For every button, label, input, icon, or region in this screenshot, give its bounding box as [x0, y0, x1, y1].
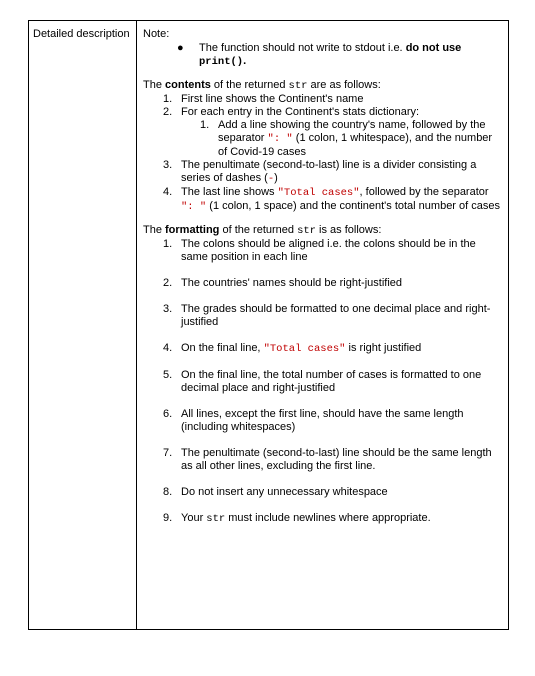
formatting-intro: The formatting of the returned str is as follows: [143, 224, 382, 237]
sub-list-item: 1. Add a line showing the country's name, followed by the separator ": " (1 colon, 1 whitespace), and the number of Covid-19 cases [200, 119, 493, 158]
list-item: 9. Your str must include newlines where appropriate. [163, 512, 431, 525]
list-item: 2. For each entry in the Continent's stats dictionary: [163, 106, 420, 118]
description-content [143, 28, 503, 526]
table-right-border [508, 20, 509, 630]
list-item: 3. The penultimate (second-to-last) line is a divider consisting a series of dashes (-) [163, 159, 477, 185]
note-bullet: ● The function should not write to stdout i.e. do not use print(). [177, 42, 462, 68]
bullet-dot-icon: ● [177, 42, 184, 54]
list-item: 5. On the final line, the total number of cases is formatted to one decimal place and right-justified [163, 369, 482, 394]
list-item: 4. The last line shows "Total cases", followed by the separator ": " (1 colon, 1 space) and the continent's total number of cases [163, 186, 500, 213]
list-item: 3. The grades should be formatted to one decimal place and right-justified [163, 303, 491, 328]
table-bottom-border [28, 629, 509, 630]
table-top-border [28, 20, 509, 21]
list-item: 6. All lines, except the first line, should have the same length (including whitespaces) [163, 408, 464, 433]
note-title: Note: [143, 28, 170, 40]
contents-intro: The contents of the returned str are as follows: [143, 79, 381, 92]
contents-section [143, 79, 503, 214]
table-column-divider [136, 20, 137, 630]
list-item: 4. On the final line, "Total cases" is right justified [163, 342, 422, 355]
list-item: 2. The countries' names should be right-justified [163, 277, 402, 289]
list-item: 8. Do not insert any unnecessary whitespace [163, 486, 388, 498]
description-table [28, 20, 509, 630]
list-item: 1. First line shows the Continent's name [163, 93, 364, 105]
table-left-border [28, 20, 29, 630]
list-item: 1. The colons should be aligned i.e. the colons should be in the same position in each line [163, 238, 476, 263]
formatting-section [143, 224, 503, 526]
row-label: Detailed description [33, 28, 130, 40]
list-item: 7. The penultimate (second-to-last) line should be the same length as all other lines, excluding the first line. [163, 447, 492, 472]
